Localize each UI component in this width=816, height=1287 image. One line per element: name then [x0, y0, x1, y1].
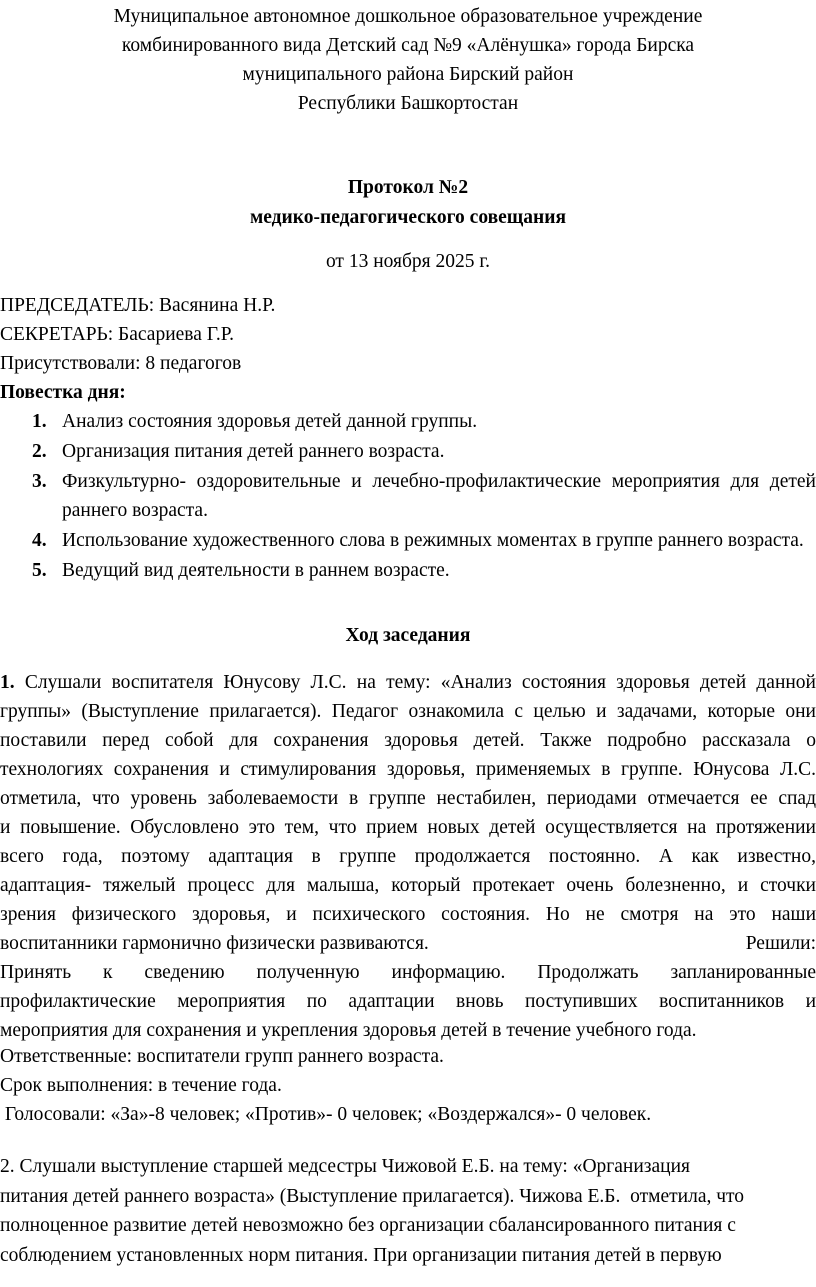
agenda-text: Использование художественного слова в режимных моментах в группе раннего возраста. [62, 530, 804, 551]
header-line: муниципального района Бирский район [242, 64, 574, 85]
protocol-title [0, 173, 816, 233]
header-line: Муниципальное автономное дошкольное образовательное учреждение [113, 6, 703, 27]
agenda-number: 2. [32, 441, 47, 462]
institution-header [0, 2, 816, 118]
protocol-date: от 13 ноября 2025 г. [325, 251, 491, 272]
responsibility-block [0, 1042, 816, 1129]
agenda-list [0, 407, 816, 585]
item1-line-text: Слушали воспитателя Юнусову Л.С. на тему: «Анализ состояния здоровья детей данной [14, 672, 816, 693]
present-line: Присутствовали: 8 педагогов [0, 353, 242, 374]
item1-line: технологиях сохранения и стимулирования здоровья, применяемых в группе. Юнусова Л.С. [0, 759, 816, 780]
item1-line-1 [0, 668, 816, 697]
decision-line: профилактические мероприятия по адаптации вновь поступивших воспитанников и [0, 991, 816, 1012]
decided-label: Решили: [745, 933, 816, 954]
agenda-item [0, 526, 816, 555]
agenda-text: Физкультурно- оздоровительные и лечебно-профилактические мероприятия для детей раннего возраста. [62, 471, 816, 521]
item1-line: всего года, поэтому адаптация в группе продолжается постоянно. А как известно, [0, 846, 816, 867]
agenda-text: Организация питания детей раннего возраста. [62, 441, 445, 462]
agenda-number: 5. [32, 560, 47, 581]
section-title: Ход заседания [345, 625, 471, 646]
item1-line: зрения физического здоровья, и психического состояния. Но не смотря на это наши [0, 904, 816, 925]
decision-line: мероприятия для сохранения и укрепления здоровья детей в течение учебного года. [0, 1020, 697, 1041]
chair-line: ПРЕДСЕДАТЕЛЬ: Васянина Н.Р. [0, 295, 276, 316]
item2-line: 2. Слушали выступление старшей медсестры Чижовой Е.Б. на тему: «Организация [0, 1156, 690, 1177]
agenda-heading: Повестка дня: [0, 382, 126, 403]
item1-paragraph [0, 668, 816, 1045]
item1-line-decided [0, 929, 816, 958]
item1-number: 1. [0, 672, 15, 693]
item2-line: питания детей раннего возраста» (Выступление прилагается). Чижова Е.Б. отметила, что [0, 1185, 745, 1207]
agenda-number: 3. [32, 471, 47, 492]
item1-line-text: воспитанники гармонично физически развиваются. [0, 933, 429, 954]
agenda-item [0, 556, 816, 585]
header-line: Республики Башкортостан [297, 93, 519, 114]
agenda-text: Анализ состояния здоровья детей данной группы. [62, 411, 478, 432]
item1-line: и повышение. Обусловлено это тем, что прием новых детей осуществляется на протяжении [0, 817, 816, 838]
item2-line: полноценное развитие детей невозможно без организации сбалансированного питания с [0, 1215, 736, 1236]
decision-line: Принять к сведению полученную информацию. Продолжать запланированные [0, 962, 816, 983]
protocol-number: Протокол №2 [347, 177, 469, 198]
agenda-item [0, 437, 816, 466]
meeting-info [0, 291, 816, 586]
agenda-item [0, 407, 816, 436]
vote-line: Голосовали: «За»-8 человек; «Против»- 0 человек; «Воздержался»- 0 человек. [0, 1104, 652, 1125]
item1-line: поставили перед собой для сохранения здоровья детей. Также подробно рассказала о [0, 730, 816, 751]
agenda-text: Ведущий вид деятельности в раннем возрасте. [62, 560, 450, 581]
secretary-line: СЕКРЕТАРЬ: Басариева Г.Р. [0, 324, 234, 345]
protocol-subtitle: медико-педагогического совещания [249, 207, 567, 228]
responsible-line: Ответственные: воспитатели групп раннего возраста. [0, 1046, 444, 1067]
item1-line: адаптация- тяжелый процесс для малыша, который протекает очень болезненно, и сточки [0, 875, 816, 896]
item2-paragraph [0, 1152, 800, 1270]
agenda-item [0, 467, 816, 525]
item1-line: группы» (Выступление прилагается). Педагог ознакомила с целью и задачами, которые они [0, 701, 816, 722]
deadline-line: Срок выполнения: в течение года. [0, 1075, 282, 1096]
item2-line: соблюдением установленных норм питания. При организации питания детей в первую [0, 1244, 722, 1266]
item1-line: отметила, что уровень заболеваемости в группе нестабилен, периодами отмечается ее спад [0, 788, 816, 809]
agenda-number: 4. [32, 530, 47, 551]
header-line: комбинированного вида Детский сад №9 «Алёнушка» города Бирска [121, 35, 695, 56]
agenda-number: 1. [32, 411, 47, 432]
